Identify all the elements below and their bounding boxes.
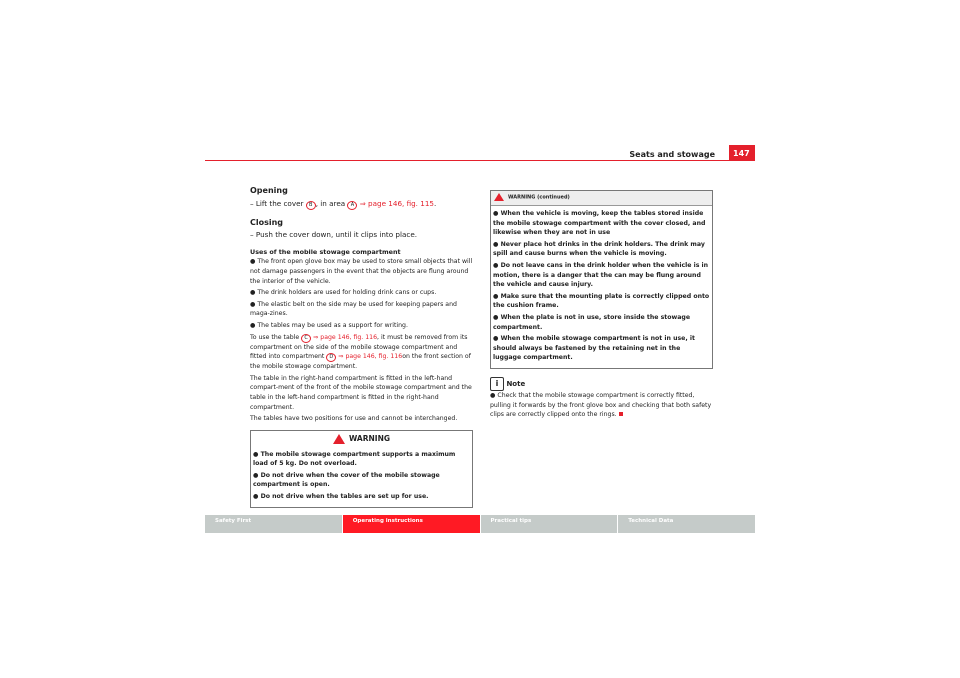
right-column xyxy=(490,190,713,422)
note-icon: i xyxy=(490,377,504,391)
warning-box xyxy=(250,430,473,508)
section-title: Seats and stowage xyxy=(629,150,715,159)
text: . xyxy=(433,198,437,208)
note-header: i Note xyxy=(490,377,713,391)
note-text: ● Check that the mobile stowage compartment is correctly fitted, pulling it forwards by the front glove box and checking that both safety clips are correctly clipped onto the rings. xyxy=(490,392,712,419)
page-link[interactable]: ⇒ page 146, fig. 115 xyxy=(357,198,434,208)
warning-header: WARNING (continued) xyxy=(491,191,712,206)
opening-step xyxy=(250,199,473,210)
paragraph: The tables have two positions for use and cannot be interchanged. xyxy=(250,415,458,423)
warning-item: ● When the plate is not in use, store inside the stowage compartment. xyxy=(493,314,691,331)
bullet: ● The front open glove box may be used to store small objects that will not damage passengers in the event that the objects are flung around the interior of the vehicle. xyxy=(250,258,473,285)
warning-header: WARNING xyxy=(251,431,472,447)
callout-a: A xyxy=(347,201,357,210)
page-link[interactable]: ⇒ page 146, fig. 116 xyxy=(336,353,403,361)
warning-item: ● Do not leave cans in the drink holder when the vehicle is in motion, there is a danger that the can may be flung around the vehicle and cause injury. xyxy=(493,262,709,289)
tab-operating-instructions[interactable]: Operating instructions xyxy=(343,515,480,533)
text: – Lift the cover xyxy=(250,198,306,208)
warning-item: ● When the vehicle is moving, keep the tables stored inside the mobile stowage compartment with the cover closed, and likewise when they are not in use xyxy=(493,210,706,237)
warning-icon xyxy=(333,434,345,444)
warning-item: ● Make sure that the mounting plate is correctly clipped onto the cushion frame. xyxy=(493,292,710,310)
callout-b: B xyxy=(306,201,316,210)
footer-nav xyxy=(205,515,755,533)
callout-c: C xyxy=(301,334,311,343)
warning-item: ● Do not drive when the tables are set up for use. xyxy=(253,493,429,501)
tab-practical-tips[interactable]: Practical tips xyxy=(481,515,618,533)
tab-technical-data[interactable]: Technical Data xyxy=(618,515,755,533)
warning-item: ● The mobile stowage compartment supports a maximum load of 5 kg. Do not overload. xyxy=(253,450,456,468)
callout-d: D xyxy=(326,353,336,362)
header-rule xyxy=(205,160,755,161)
page-link[interactable]: ⇒ page 146, fig. 116 xyxy=(311,333,378,341)
left-column xyxy=(250,186,473,508)
warning-item: ● Never place hot drinks in the drink holders. The drink may spill and cause burns when the vehicle is moving. xyxy=(493,240,705,258)
bullet: ● The drink holders are used for holding drink cans or cups. xyxy=(250,289,437,297)
closing-step: – Push the cover down, until it clips into place. xyxy=(250,230,418,240)
uses-heading: Uses of the mobile stowage compartment xyxy=(250,247,401,256)
closing-heading: Closing xyxy=(250,217,284,227)
warning-item: ● Do not drive when the cover of the mobile stowage compartment is open. xyxy=(253,471,440,489)
tab-safety-first[interactable]: Safety First xyxy=(205,515,342,533)
page-number: 147 xyxy=(729,145,755,161)
bullet: ● The tables may be used as a support for writing. xyxy=(250,321,408,329)
warning-item: ● When the mobile stowage compartment is not in use, it should always be fastened by the retaining net in the luggage compartment. xyxy=(493,335,695,362)
bullet: ● The elastic belt on the side may be used for keeping papers and maga-zines. xyxy=(250,300,457,318)
warning-icon xyxy=(494,193,504,201)
end-marker-icon xyxy=(619,412,623,416)
opening-heading: Opening xyxy=(250,186,288,195)
text: , in area xyxy=(315,198,348,208)
warning-box-continued xyxy=(490,190,713,369)
paragraph: The table in the right-hand compartment is fitted in the left-hand compart-ment of the front of the mobile stowage compartment and the table in the left-hand compartment is fitted in the right-hand compartment. xyxy=(250,374,472,411)
paragraph: To use the table C ⇒ page 146, fig. 116, it must be removed from its compartment on the side of the mobile stowage compartment and fitted into compartment D ⇒ page 146, fig. 116on the front section of the mobile stowage compartment. xyxy=(250,333,471,371)
